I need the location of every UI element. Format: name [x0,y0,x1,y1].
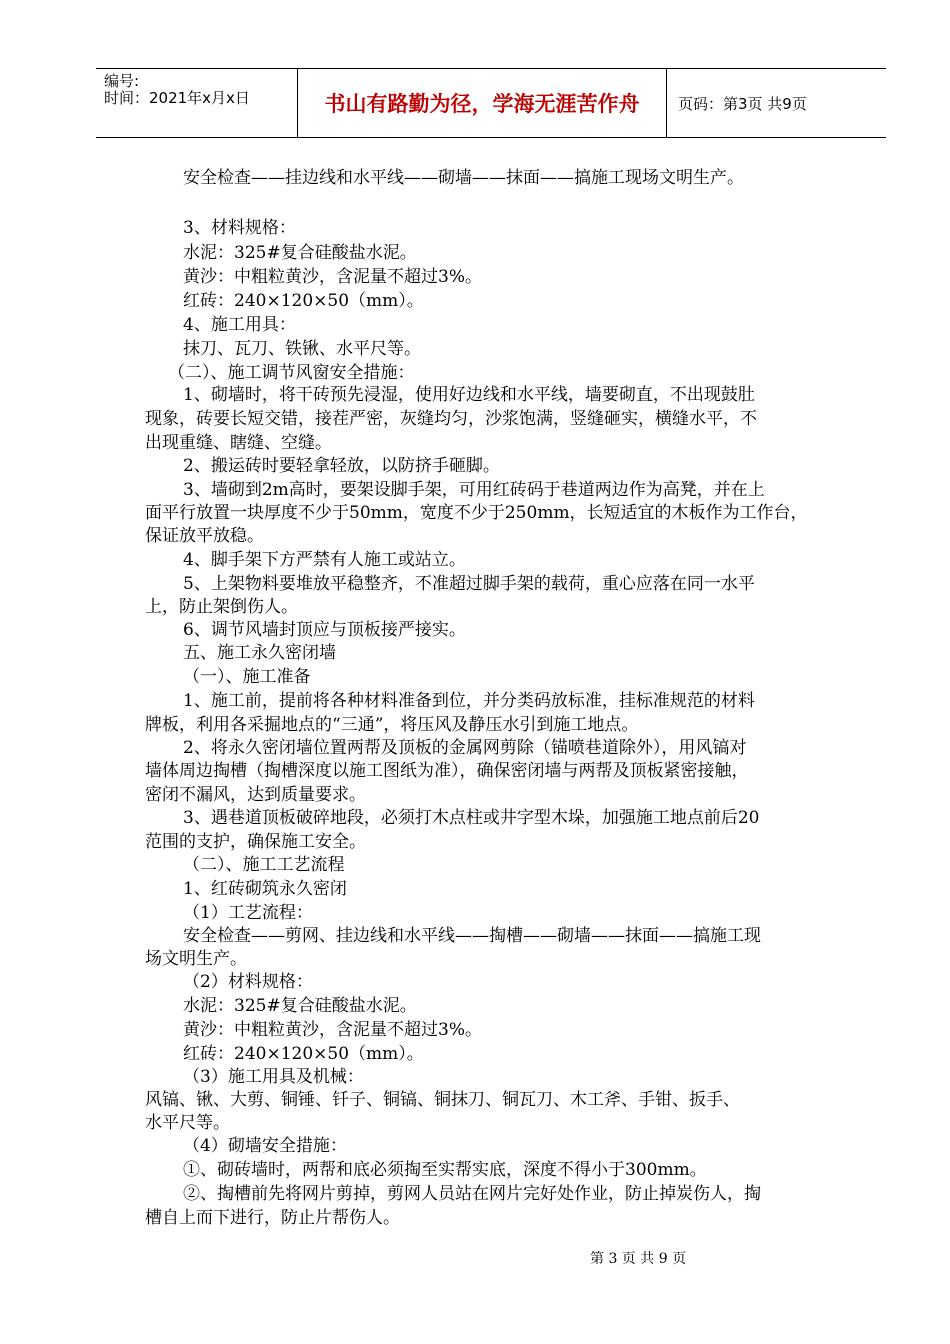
body-line: 抹刀、瓦刀、铁锹、水平尺等。 [183,339,421,359]
body-line: 1、砌墙时，将干砖预先浸湿，使用好边线和水平线，墙要砌直，不出现鼓肚 [183,385,755,405]
body-line: （3）施工用具及机械： [183,1067,364,1087]
body-line: （4）砌墙安全措施： [183,1136,347,1156]
body-line: （2）材料规格： [183,972,313,992]
header-page-info: 页码：第3页 共9页 [678,94,807,113]
body-line: ②、掏槽前先将网片剪掉，剪网人员站在网片完好处作业，防止掉炭伤人，掏 [183,1184,761,1204]
body-line: （一）、施工准备 [183,667,311,687]
body-line: 1、施工前，提前将各种材料准备到位，并分类码放标准，挂标准规范的材料 [183,691,755,711]
body-line: 墙体周边掏槽（掏槽深度以施工图纸为准），确保密闭墙与两帮及顶板紧密接触， [145,761,749,781]
header-motto: 书山有路勤为径，学海无涯苦作舟 [297,69,667,137]
body-line: 保证放平放稳。 [145,526,264,546]
body-line: 风镐、锹、大剪、铜锤、钎子、铜镐、铜抹刀、铜瓦刀、木工斧、手钳、扳手、 [145,1090,740,1110]
body-line: 5、上架物料要堆放平稳整齐，不准超过脚手架的载荷，重心应落在同一水平 [183,574,755,594]
serial-label: 编号: [104,72,140,90]
body-line: 6、调节风墙封顶应与顶板接严接实。 [183,620,466,640]
body-line: 4、施工用具： [183,315,296,335]
page-footer: 第 3 页 共 9 页 [590,1251,687,1267]
header-meta [104,69,296,141]
time-label: 时间：2021年x月x日 [104,89,250,107]
body-line: 黄沙：中粗粒黄沙，含泥量不超过3%。 [183,1020,482,1040]
body-line: 3、材料规格： [183,218,296,238]
body-line: 红砖：240×120×50（mm）。 [183,291,424,311]
body-line: 红砖：240×120×50（mm）。 [183,1044,424,1064]
body-line: 3、墙砌到2m高时，要架设脚手架，可用红砖码于巷道两边作为高凳，并在上 [183,480,765,500]
body-line: 4、脚手架下方严禁有人施工或站立。 [183,550,466,570]
body-line: ①、砌砖墙时，两帮和底必须掏至实帮实底，深度不得小于300mm。 [183,1160,707,1180]
body-line: 范围的支护，确保施工安全。 [145,832,366,852]
page-header [96,68,886,138]
body-line: 水平尺等。 [145,1113,230,1133]
body-line: 场文明生产。 [145,949,247,969]
body-line: 五、施工永久密闭墙 [183,643,336,663]
body-line: 出现重缝、瞎缝、空缝。 [145,433,332,453]
body-line: （1）工艺流程： [183,903,313,923]
body-line: 安全检查——剪网、挂边线和水平线——掏槽——砌墙——抹面——搞施工现 [183,926,761,946]
body-line: （二）、施工调节风窗安全措施： [168,363,415,383]
body-line: 安全检查——挂边线和水平线——砌墙——抹面——搞施工现场文明生产。 [183,168,744,188]
body-line: 1、红砖砌筑永久密闭 [183,879,347,899]
body-line: 黄沙：中粗粒黄沙，含泥量不超过3%。 [183,267,482,287]
body-line: 2、将永久密闭墙位置两帮及顶板的金属网剪除（锚喷巷道除外），用风镐对 [183,738,747,758]
body-line: 面平行放置一块厚度不少于50mm，宽度不少于250mm，长短适宜的木板作为工作台， [145,503,808,523]
body-line: 牌板，利用各采掘地点的“三通”，将压风及静压水引到施工地点。 [145,715,639,735]
body-line: （二）、施工工艺流程 [183,855,345,875]
body-line: 水泥：325#复合硅酸盐水泥。 [183,243,417,263]
body-line: 3、遇巷道顶板破碎地段，必须打木点柱或井字型木垛，加强施工地点前后20 [183,808,760,828]
body-line: 现象，砖要长短交错，接茬严密，灰缝均匀，沙浆饱满，竖缝砸实，横缝水平，不 [145,409,757,429]
body-line: 槽自上而下进行，防止片帮伤人。 [145,1208,400,1228]
body-line: 2、搬运砖时要轻拿轻放，以防挤手砸脚。 [183,456,500,476]
body-line: 水泥：325#复合硅酸盐水泥。 [183,996,417,1016]
body-line: 上，防止架倒伤人。 [145,597,298,617]
body-line: 密闭不漏风，达到质量要求。 [145,785,366,805]
